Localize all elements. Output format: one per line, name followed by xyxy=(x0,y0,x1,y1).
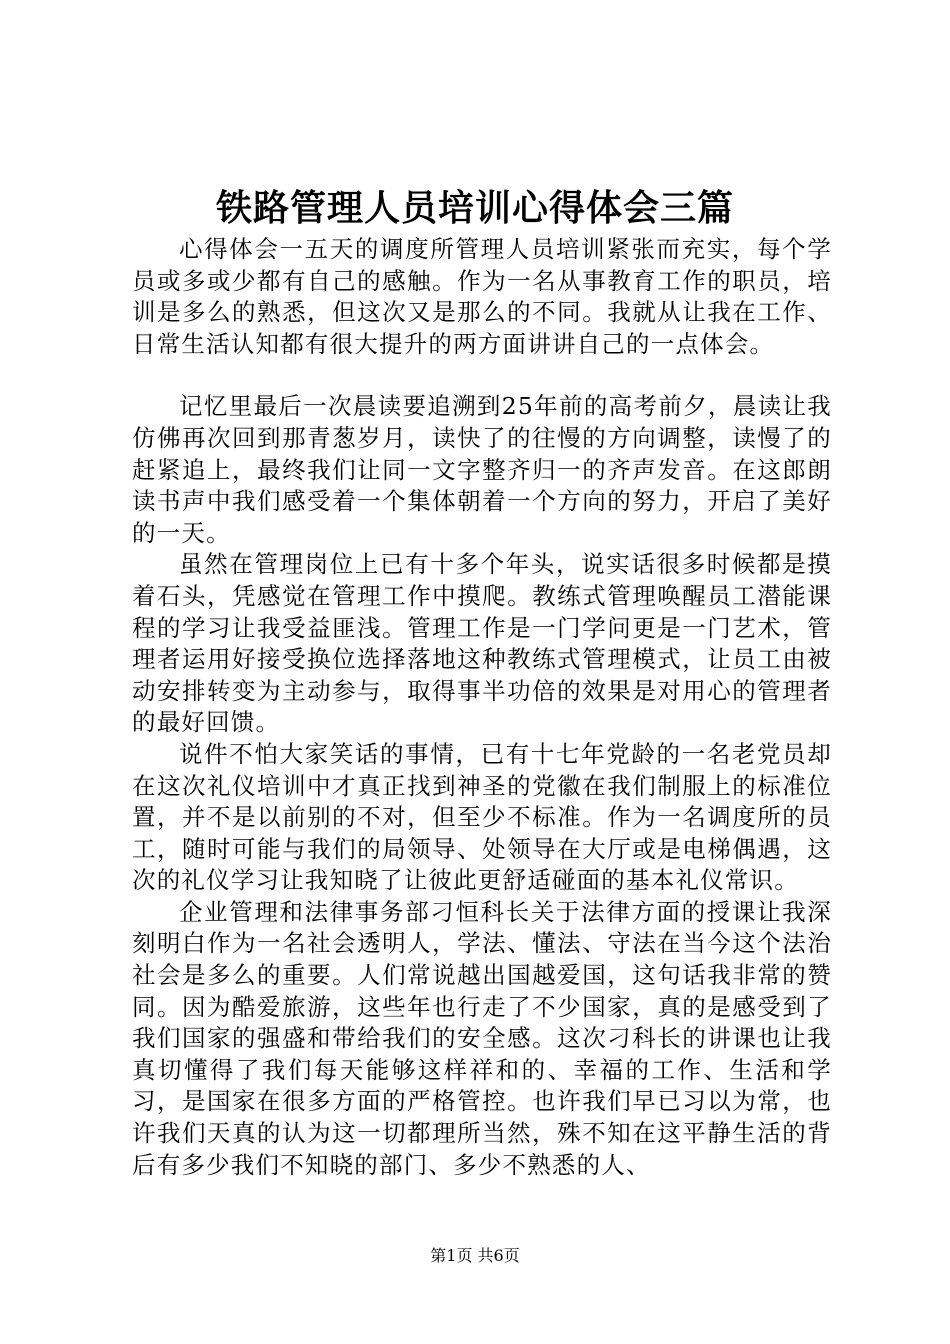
page-footer: 第1页 共6页 xyxy=(430,1246,520,1265)
paragraph-2: 记忆里最后一次晨读要追溯到25年前的高考前夕，晨读让我仿佛再次回到那青葱岁月，读快了的往慢的方向调整，读慢了的赶紧追上，最终我们让同一文字整齐归一的齐声发音。在这郎朗读书声中我们感受着一个集体朝着一个方向的努力，开启了美好的一天。 xyxy=(132,392,832,547)
document-body xyxy=(132,234,832,1181)
paragraph-3: 虽然在管理岗位上已有十多个年头，说实话很多时候都是摸着石头，凭感觉在管理工作中摸爬。教练式管理唤醒员工潜能课程的学习让我受益匪浅。管理工作是一门学问更是一门艺术，管理者运用好接受换位选择落地这种教练式管理模式，让员工由被动安排转变为主动参与，取得事半功倍的效果是对用心的管理者的最好回馈。 xyxy=(132,550,832,737)
paragraph-5: 企业管理和法律事务部刁恒科长关于法律方面的授课让我深刻明白作为一名社会透明人，学法、懂法、守法在当今这个法治社会是多么的重要。人们常说越出国越爱国，这句话我非常的赞同。因为酷爱旅游，这些年也行走了不少国家，真的是感受到了我们国家的强盛和带给我们的安全感。这次刁科长的讲课也让我真切懂得了我们每天能够这样祥和的、幸福的工作、生活和学习，是国家在很多方面的严格管控。也许我们早已习以为常，也许我们天真的认为这一切都理所当然，殊不知在这平静生活的背后有多少我们不知晓的部门、多少不熟悉的人、 xyxy=(132,897,832,1179)
paragraph-1: 心得体会一五天的调度所管理人员培训紧张而充实，每个学员或多或少都有自己的感触。作为一名从事教育工作的职员，培训是多么的熟悉，但这次又是那么的不同。我就从让我在工作、日常生活认知都有很大提升的两方面讲讲自己的一点体会。 xyxy=(132,235,832,358)
paragraph-4: 说件不怕大家笑话的事情，已有十七年党龄的一名老党员却在这次礼仪培训中才真正找到神圣的党徽在我们制服上的标准位置，并不是以前别的不对，但至少不标准。作为一名调度所的员工，随时可能与我们的局领导、处领导在大厅或是电梯偶遇，这次的礼仪学习让我知晓了让彼此更舒适碰面的基本礼仪常识。 xyxy=(132,739,832,895)
document-title: 铁路管理人员培训心得体会三篇 xyxy=(215,187,734,229)
